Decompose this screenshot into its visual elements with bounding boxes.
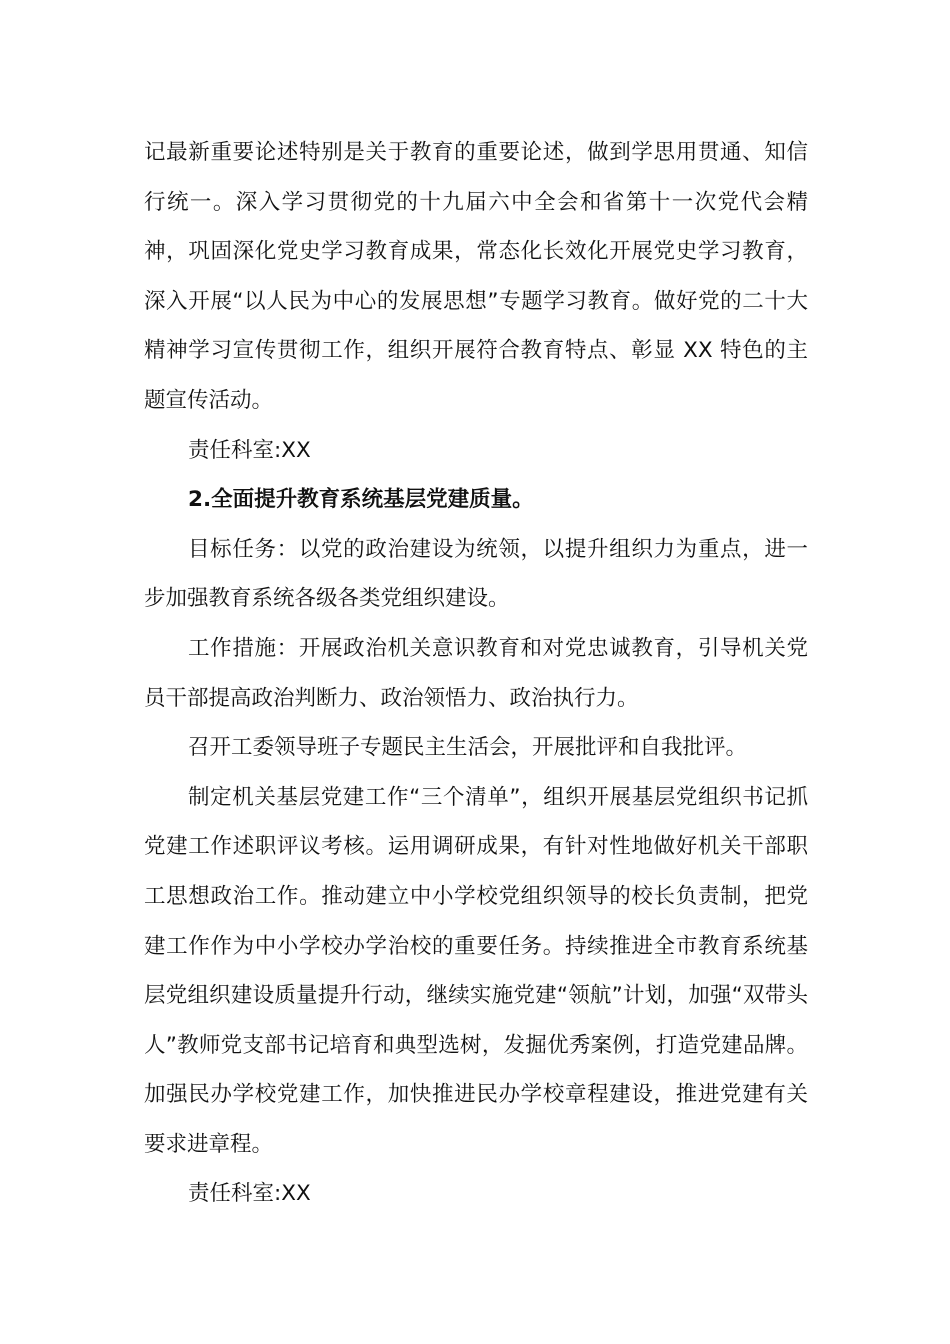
section-heading-2: 2.全面提升教育系统基层党建质量。 (188, 487, 534, 513)
paragraph-work-measures: 工作措施：开展政治机关意识教育和对党忠诚教育，引导机关党员干部提高政治判断力、政治领悟力、政治执行力。 (144, 635, 808, 711)
paragraph-target-task: 目标任务：以党的政治建设为统领，以提升组织力为重点，进一步加强教育系统各级各类党组织建设。 (144, 536, 808, 612)
responsible-office-1: 责任科室:XX (188, 437, 311, 463)
document-body (144, 128, 808, 1219)
paragraph-intro-continuation: 记最新重要论述特别是关于教育的重要论述，做到学思用贯通、知信行统一。深入学习贯彻党的十九届六中全会和省第十一次党代会精神，巩固深化党史学习教育成果，常态化长效化开展党史学习教育，深入开展“以人民为中心的发展思想”专题学习教育。做好党的二十大精神学习宣传贯彻工作，组织开展符合教育特点、彰显 XX 特色的主题宣传活动。 (144, 140, 808, 413)
paragraph-checklist: 制定机关基层党建工作“三个清单”，组织开展基层党组织书记抓党建工作述职评议考核。运用调研成果，有针对性地做好机关干部职工思想政治工作。推动建立中小学校党组织领导的校长负责制，把党建工作作为中小学校办学治校的重要任务。持续推进全市教育系统基层党组织建设质量提升行动，继续实施党建“领航”计划，加强“双带头人”教师党支部书记培育和典型选树，发掘优秀案例，打造党建品牌。加强民办学校党建工作，加快推进民办学校章程建设，推进党建有关要求进章程。 (144, 784, 808, 1157)
responsible-office-2: 责任科室:XX (188, 1181, 311, 1207)
paragraph-meeting: 召开工委领导班子专题民主生活会，开展批评和自我批评。 (188, 735, 748, 761)
